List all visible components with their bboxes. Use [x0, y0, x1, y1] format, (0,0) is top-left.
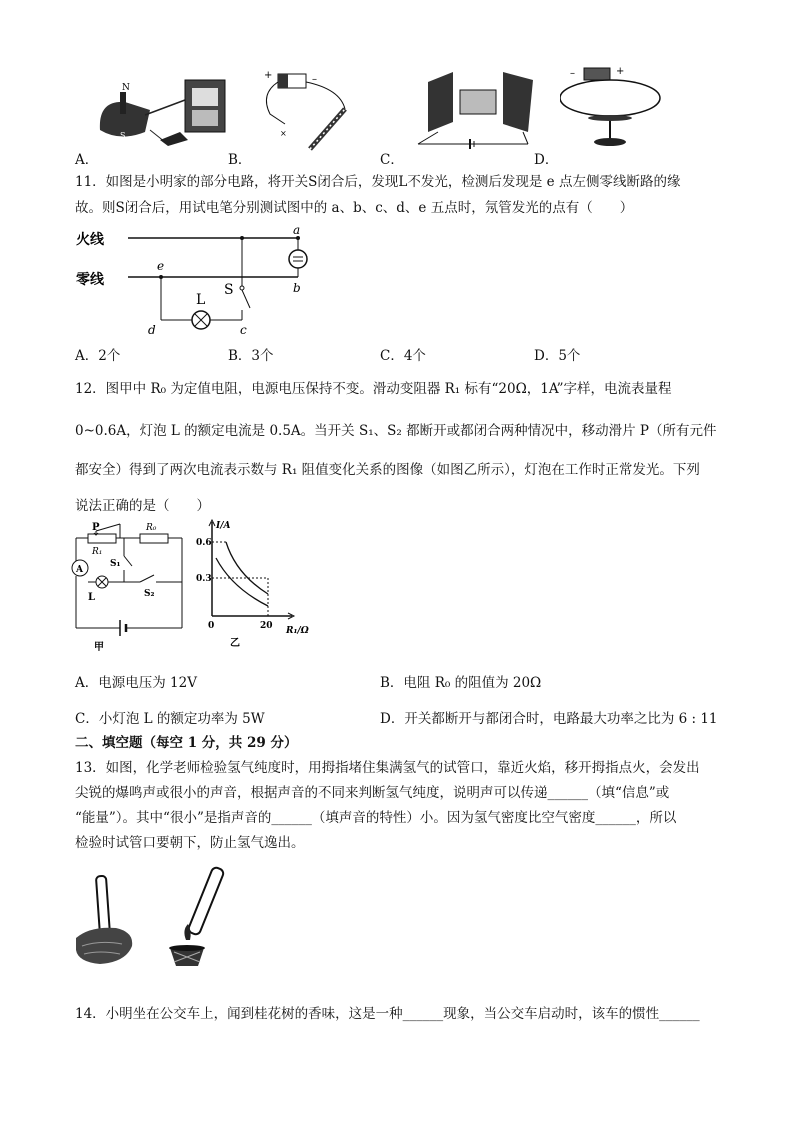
q11-text-line1: 11．如图是小明家的部分电路，将开关S闭合后，发现L不发光，检测后发现是 e 点左侧零线断路的缘 [75, 174, 681, 190]
q11-lamp-label: L [196, 292, 206, 308]
q11-option-b[interactable]: B．3个 [228, 348, 274, 364]
q12-graph-x-tick-0: 0 [208, 621, 215, 631]
q10-figure-b [250, 64, 380, 154]
q12-text-line4: 说法正确的是（ ） [75, 498, 210, 514]
q10-option-c[interactable]: C． [380, 152, 404, 168]
q10-figures [70, 62, 690, 162]
q12-text-line2: 0~0.6A，灯泡 L 的额定电流是 0.5A。当开关 S₁、S₂ 都断开或都闭合两种情况中，移动滑片 P（所有元件 [75, 423, 717, 439]
q12-text-line1: 12．图甲中 R₀ 为定值电阻，电源电压保持不变。滑动变阻器 R₁ 标有“20Ω，1A”字样，电流表量程 [75, 381, 672, 397]
q12-graph-xlabel: R₁/Ω [286, 626, 309, 636]
q12-r1-label: R₁ [92, 547, 103, 557]
q11-point-a: a [293, 223, 301, 237]
q12-lamp-label: L [88, 592, 96, 603]
q10-figure-c [408, 62, 558, 157]
svg-text:–: – [312, 74, 317, 85]
q12-graph-x-tick-20: 20 [260, 621, 273, 631]
q12-s2-label: S₂ [144, 589, 155, 599]
q14-text-line1: 14．小明坐在公交车上，闻到桂花树的香味，这是一种______现象，当公交车启动时，该车的惯性______ [75, 1006, 700, 1022]
q13-text-line1: 13．如图，化学老师检验氢气纯度时，用拇指堵住集满氢气的试管口，靠近火焰，移开拇指点火，会发出 [75, 760, 700, 776]
svg-text:N: N [122, 83, 130, 93]
q10-figure-a [90, 70, 240, 155]
q10-figure-d [560, 62, 680, 157]
q11-circuit-diagram [70, 222, 320, 337]
q12-s1-label: S₁ [110, 559, 121, 569]
q12-figure-b-caption: 乙 [230, 638, 240, 649]
q12-slider-label: P [92, 522, 100, 533]
q12-circuit-figure [70, 520, 190, 655]
q11-point-b: b [293, 281, 301, 295]
q12-r0-label: R₀ [146, 523, 157, 533]
q12-graph-ylabel: I/A [216, 521, 231, 531]
svg-text:×: × [280, 129, 287, 138]
q13-test-tube-figure [70, 866, 250, 976]
q12-ammeter-label: A [76, 565, 83, 575]
q11-text-line2: 故。则S闭合后，用试电笔分别测试图中的 a、b、c、d、e 五点时，氖管发光的点有（ ） [75, 200, 634, 216]
q10-option-b[interactable]: B． [228, 152, 252, 168]
svg-text:+: + [264, 70, 273, 81]
q12-graph-y-tick-03: 0.3 [196, 574, 212, 584]
q12-option-b[interactable]: B．电阻 R₀ 的阻值为 20Ω [380, 675, 542, 691]
svg-text:+: + [616, 66, 625, 77]
q11-switch-label: S [224, 282, 234, 298]
svg-text:S: S [120, 131, 126, 140]
q12-text-line3: 都安全）得到了两次电流表示数与 R₁ 阻值变化关系的图像（如图乙所示），灯泡在工作时正常发光。下列 [75, 462, 700, 478]
q11-neutral-wire-label: 零线 [76, 272, 104, 288]
q13-text-line3: “能量”）。其中“很小”是指声音的______（填声音的特性）小。因为氢气密度比空气密度______，所以 [75, 810, 677, 826]
q11-live-wire-label: 火线 [76, 232, 104, 248]
q12-option-d[interactable]: D．开关都断开与都闭合时，电路最大功率之比为 6 : 11 [380, 711, 718, 727]
q12-graph-y-tick-06: 0.6 [196, 538, 212, 548]
q11-option-a[interactable]: A．2个 [75, 348, 121, 364]
q12-option-a[interactable]: A．电源电压为 12V [75, 675, 197, 691]
q11-point-e: e [157, 259, 165, 273]
q11-option-c[interactable]: C．4个 [380, 348, 426, 364]
q10-option-a[interactable]: A． [75, 152, 99, 168]
q11-point-d: d [148, 323, 156, 337]
q12-option-c[interactable]: C．小灯泡 L 的额定功率为 5W [75, 711, 265, 727]
q10-option-d[interactable]: D． [534, 152, 559, 168]
section-2-heading: 二、填空题（每空 1 分，共 29 分） [75, 735, 298, 751]
q13-text-line2: 尖锐的爆鸣声或很小的声音，根据声音的不同来判断氢气纯度，说明声可以传递______（填“信息”或 [75, 785, 670, 801]
q12-figure-a-caption: 甲 [94, 642, 104, 653]
svg-text:–: – [570, 68, 575, 79]
q12-graph-figure [196, 518, 326, 658]
q11-point-c: c [240, 323, 247, 337]
q13-text-line4: 检验时试管口要朝下，防止氢气逸出。 [75, 835, 305, 851]
q11-option-d[interactable]: D．5个 [534, 348, 581, 364]
